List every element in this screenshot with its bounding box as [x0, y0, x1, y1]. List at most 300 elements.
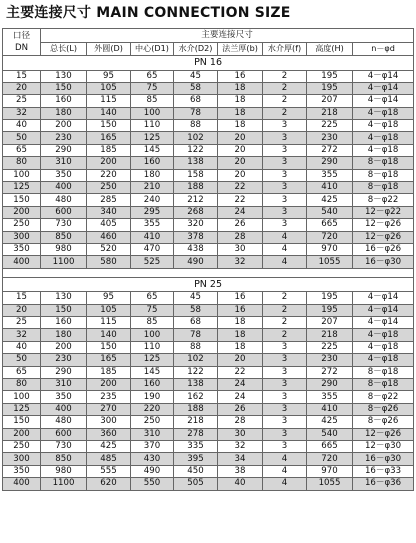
- value-cell: 160: [131, 157, 174, 169]
- value-cell: 225: [307, 341, 353, 353]
- value-cell: 1100: [41, 478, 87, 490]
- value-cell: 1055: [307, 478, 353, 490]
- value-cell: 20: [218, 157, 263, 169]
- value-cell: 4－φ14: [353, 292, 414, 304]
- table-row: [3, 341, 414, 353]
- dn-cell: 150: [3, 194, 41, 206]
- dn-cell: 80: [3, 157, 41, 169]
- value-cell: 520: [87, 243, 131, 255]
- value-cell: 110: [131, 120, 174, 132]
- value-cell: 16－φ33: [353, 465, 414, 477]
- table-row: [3, 304, 414, 316]
- value-cell: 24: [218, 206, 263, 218]
- value-cell: 980: [41, 465, 87, 477]
- value-cell: 340: [87, 206, 131, 218]
- value-cell: 350: [41, 391, 87, 403]
- value-cell: 3: [263, 144, 307, 156]
- value-cell: 1100: [41, 256, 87, 268]
- value-cell: 4－φ18: [353, 144, 414, 156]
- group-header: 主要连接尺寸: [41, 29, 414, 43]
- dn-cell: 125: [3, 403, 41, 415]
- value-cell: 130: [41, 292, 87, 304]
- value-cell: 12－φ26: [353, 231, 414, 243]
- dn-cell: 15: [3, 70, 41, 82]
- value-cell: 370: [131, 440, 174, 452]
- value-cell: 200: [41, 341, 87, 353]
- value-cell: 540: [307, 428, 353, 440]
- table-row: [3, 182, 414, 194]
- value-cell: 8－φ26: [353, 403, 414, 415]
- value-cell: 3: [263, 416, 307, 428]
- value-cell: 8－φ22: [353, 391, 414, 403]
- value-cell: 505: [174, 478, 218, 490]
- value-cell: 140: [87, 329, 131, 341]
- value-cell: 115: [87, 317, 131, 329]
- value-cell: 268: [174, 206, 218, 218]
- dn-cell: 300: [3, 231, 41, 243]
- value-cell: 165: [87, 132, 131, 144]
- value-cell: 720: [307, 231, 353, 243]
- dn-cell: 250: [3, 440, 41, 452]
- column-header: n－φd: [353, 42, 414, 56]
- value-cell: 410: [131, 231, 174, 243]
- value-cell: 105: [87, 82, 131, 94]
- column-header: 高度(H): [307, 42, 353, 56]
- dn-cell: 200: [3, 206, 41, 218]
- value-cell: 4: [263, 256, 307, 268]
- dn-cell: 50: [3, 354, 41, 366]
- value-cell: 970: [307, 243, 353, 255]
- value-cell: 4: [263, 453, 307, 465]
- dn-cell: 32: [3, 107, 41, 119]
- value-cell: 200: [41, 120, 87, 132]
- table-row: [3, 317, 414, 329]
- value-cell: 3: [263, 169, 307, 181]
- value-cell: 22: [218, 182, 263, 194]
- value-cell: 12－φ26: [353, 428, 414, 440]
- value-cell: 218: [307, 329, 353, 341]
- value-cell: 16: [218, 304, 263, 316]
- value-cell: 138: [174, 157, 218, 169]
- value-cell: 395: [174, 453, 218, 465]
- dn-header-cn: 口径: [12, 31, 31, 41]
- table-row: [3, 82, 414, 94]
- dn-cell: 400: [3, 478, 41, 490]
- value-cell: 218: [307, 107, 353, 119]
- value-cell: 470: [131, 243, 174, 255]
- section-spacer: [3, 268, 414, 277]
- table-row: [3, 169, 414, 181]
- value-cell: 665: [307, 219, 353, 231]
- value-cell: 8－φ18: [353, 366, 414, 378]
- dn-cell: 20: [3, 304, 41, 316]
- value-cell: 355: [307, 169, 353, 181]
- value-cell: 28: [218, 416, 263, 428]
- value-cell: 410: [307, 403, 353, 415]
- value-cell: 4－φ18: [353, 341, 414, 353]
- value-cell: 16: [218, 70, 263, 82]
- value-cell: 540: [307, 206, 353, 218]
- dn-cell: 80: [3, 378, 41, 390]
- table-row: [3, 120, 414, 132]
- dn-cell: 65: [3, 366, 41, 378]
- value-cell: 122: [174, 366, 218, 378]
- dn-cell: 350: [3, 243, 41, 255]
- pressure-section-header: PN 25: [3, 277, 414, 292]
- value-cell: 115: [87, 95, 131, 107]
- value-cell: 3: [263, 391, 307, 403]
- column-header: 水介厚(f): [263, 42, 307, 56]
- dn-cell: 40: [3, 341, 41, 353]
- dn-cell: 20: [3, 82, 41, 94]
- table-row: [3, 231, 414, 243]
- value-cell: 150: [87, 341, 131, 353]
- value-cell: 550: [131, 478, 174, 490]
- table-row: [3, 243, 414, 255]
- value-cell: 16－φ36: [353, 478, 414, 490]
- column-header: 法兰厚(b): [218, 42, 263, 56]
- value-cell: 30: [218, 243, 263, 255]
- dn-cell: 25: [3, 95, 41, 107]
- value-cell: 188: [174, 182, 218, 194]
- value-cell: 160: [41, 317, 87, 329]
- value-cell: 400: [41, 182, 87, 194]
- value-cell: 122: [174, 144, 218, 156]
- value-cell: 45: [174, 70, 218, 82]
- value-cell: 4－φ14: [353, 304, 414, 316]
- value-cell: 45: [174, 292, 218, 304]
- value-cell: 335: [174, 440, 218, 452]
- value-cell: 3: [263, 157, 307, 169]
- value-cell: 65: [131, 70, 174, 82]
- value-cell: 4－φ14: [353, 95, 414, 107]
- value-cell: 130: [41, 70, 87, 82]
- value-cell: 95: [87, 292, 131, 304]
- value-cell: 400: [41, 403, 87, 415]
- value-cell: 18: [218, 329, 263, 341]
- table-row: [3, 107, 414, 119]
- value-cell: 95: [87, 70, 131, 82]
- dn-cell: 25: [3, 317, 41, 329]
- value-cell: 295: [131, 206, 174, 218]
- dn-cell: 50: [3, 132, 41, 144]
- value-cell: 600: [41, 428, 87, 440]
- table-row: [3, 206, 414, 218]
- value-cell: 18: [218, 317, 263, 329]
- value-cell: 138: [174, 378, 218, 390]
- value-cell: 290: [41, 366, 87, 378]
- value-cell: 665: [307, 440, 353, 452]
- value-cell: 235: [87, 391, 131, 403]
- value-cell: 2: [263, 70, 307, 82]
- value-cell: 38: [218, 465, 263, 477]
- value-cell: 4－φ14: [353, 70, 414, 82]
- table-row: [3, 132, 414, 144]
- value-cell: 485: [87, 453, 131, 465]
- value-cell: 230: [41, 354, 87, 366]
- value-cell: 12－φ22: [353, 206, 414, 218]
- value-cell: 310: [41, 157, 87, 169]
- column-header: 外圆(D): [87, 42, 131, 56]
- dn-cell: 100: [3, 391, 41, 403]
- value-cell: 162: [174, 391, 218, 403]
- value-cell: 4－φ18: [353, 329, 414, 341]
- value-cell: 525: [131, 256, 174, 268]
- table-row: [3, 416, 414, 428]
- value-cell: 158: [174, 169, 218, 181]
- value-cell: 3: [263, 206, 307, 218]
- value-cell: 378: [174, 231, 218, 243]
- value-cell: 165: [87, 354, 131, 366]
- value-cell: 85: [131, 95, 174, 107]
- table-row: [3, 219, 414, 231]
- value-cell: 8－φ18: [353, 157, 414, 169]
- value-cell: 16－φ30: [353, 453, 414, 465]
- value-cell: 438: [174, 243, 218, 255]
- dn-cell: 400: [3, 256, 41, 268]
- value-cell: 405: [87, 219, 131, 231]
- value-cell: 85: [131, 317, 174, 329]
- value-cell: 207: [307, 317, 353, 329]
- dn-header-en: DN: [14, 43, 29, 53]
- value-cell: 320: [174, 219, 218, 231]
- value-cell: 180: [131, 169, 174, 181]
- value-cell: 32: [218, 256, 263, 268]
- table-row: [3, 292, 414, 304]
- value-cell: 350: [41, 169, 87, 181]
- value-cell: 490: [131, 465, 174, 477]
- value-cell: 2: [263, 292, 307, 304]
- value-cell: 290: [41, 144, 87, 156]
- value-cell: 105: [87, 304, 131, 316]
- value-cell: 78: [174, 107, 218, 119]
- value-cell: 278: [174, 428, 218, 440]
- value-cell: 3: [263, 378, 307, 390]
- value-cell: 8－φ18: [353, 169, 414, 181]
- pressure-section-header: PN 16: [3, 56, 414, 71]
- value-cell: 18: [218, 82, 263, 94]
- value-cell: 16－φ26: [353, 243, 414, 255]
- value-cell: 24: [218, 378, 263, 390]
- value-cell: 102: [174, 132, 218, 144]
- value-cell: 460: [87, 231, 131, 243]
- value-cell: 16－φ30: [353, 256, 414, 268]
- value-cell: 20: [218, 354, 263, 366]
- value-cell: 3: [263, 219, 307, 231]
- value-cell: 225: [307, 120, 353, 132]
- value-cell: 68: [174, 317, 218, 329]
- value-cell: 160: [131, 378, 174, 390]
- value-cell: 355: [131, 219, 174, 231]
- value-cell: 18: [218, 95, 263, 107]
- value-cell: 480: [41, 194, 87, 206]
- value-cell: 185: [87, 366, 131, 378]
- value-cell: 78: [174, 329, 218, 341]
- value-cell: 220: [131, 403, 174, 415]
- value-cell: 4: [263, 478, 307, 490]
- value-cell: 110: [131, 341, 174, 353]
- value-cell: 450: [174, 465, 218, 477]
- value-cell: 220: [87, 169, 131, 181]
- value-cell: 16: [218, 292, 263, 304]
- value-cell: 3: [263, 440, 307, 452]
- value-cell: 8－φ22: [353, 194, 414, 206]
- value-cell: 210: [131, 182, 174, 194]
- table-row: [3, 70, 414, 82]
- dn-cell: 150: [3, 416, 41, 428]
- value-cell: 980: [41, 243, 87, 255]
- value-cell: 3: [263, 341, 307, 353]
- value-cell: 150: [87, 120, 131, 132]
- dn-cell: 32: [3, 329, 41, 341]
- value-cell: 195: [307, 82, 353, 94]
- value-cell: 8－φ18: [353, 182, 414, 194]
- table-row: [3, 428, 414, 440]
- value-cell: 230: [307, 354, 353, 366]
- value-cell: 3: [263, 366, 307, 378]
- value-cell: 3: [263, 120, 307, 132]
- value-cell: 145: [131, 144, 174, 156]
- value-cell: 100: [131, 107, 174, 119]
- value-cell: 185: [87, 144, 131, 156]
- dn-cell: 15: [3, 292, 41, 304]
- value-cell: 88: [174, 120, 218, 132]
- connection-size-table: [2, 28, 414, 491]
- value-cell: 18: [218, 120, 263, 132]
- value-cell: 3: [263, 354, 307, 366]
- value-cell: 18: [218, 341, 263, 353]
- value-cell: 480: [41, 416, 87, 428]
- value-cell: 195: [307, 292, 353, 304]
- value-cell: 75: [131, 304, 174, 316]
- value-cell: 28: [218, 231, 263, 243]
- value-cell: 230: [41, 132, 87, 144]
- value-cell: 24: [218, 391, 263, 403]
- table-row: [3, 378, 414, 390]
- value-cell: 250: [87, 182, 131, 194]
- value-cell: 290: [307, 378, 353, 390]
- value-cell: 555: [87, 465, 131, 477]
- table-row: [3, 453, 414, 465]
- value-cell: 425: [307, 416, 353, 428]
- value-cell: 300: [87, 416, 131, 428]
- dn-cell: 65: [3, 144, 41, 156]
- dn-cell: 100: [3, 169, 41, 181]
- value-cell: 20: [218, 144, 263, 156]
- value-cell: 58: [174, 304, 218, 316]
- column-header: 水介(D2): [174, 42, 218, 56]
- value-cell: 88: [174, 341, 218, 353]
- value-cell: 272: [307, 144, 353, 156]
- value-cell: 190: [131, 391, 174, 403]
- value-cell: 490: [174, 256, 218, 268]
- value-cell: 970: [307, 465, 353, 477]
- table-row: [3, 144, 414, 156]
- value-cell: 212: [174, 194, 218, 206]
- value-cell: 310: [41, 378, 87, 390]
- column-header: 中心(D1): [131, 42, 174, 56]
- value-cell: 200: [87, 157, 131, 169]
- value-cell: 20: [218, 169, 263, 181]
- value-cell: 58: [174, 82, 218, 94]
- value-cell: 850: [41, 231, 87, 243]
- value-cell: 140: [87, 107, 131, 119]
- value-cell: 430: [131, 453, 174, 465]
- value-cell: 2: [263, 82, 307, 94]
- dn-cell: 125: [3, 182, 41, 194]
- table-row: [3, 440, 414, 452]
- value-cell: 40: [218, 478, 263, 490]
- value-cell: 30: [218, 428, 263, 440]
- value-cell: 240: [131, 194, 174, 206]
- dn-cell: 250: [3, 219, 41, 231]
- value-cell: 160: [41, 95, 87, 107]
- value-cell: 195: [307, 70, 353, 82]
- value-cell: 65: [131, 292, 174, 304]
- value-cell: 425: [307, 194, 353, 206]
- value-cell: 850: [41, 453, 87, 465]
- table-row: [3, 157, 414, 169]
- table-row: [3, 194, 414, 206]
- value-cell: 3: [263, 132, 307, 144]
- value-cell: 4－φ18: [353, 120, 414, 132]
- value-cell: 8－φ26: [353, 416, 414, 428]
- value-cell: 4－φ14: [353, 82, 414, 94]
- value-cell: 100: [131, 329, 174, 341]
- value-cell: 125: [131, 354, 174, 366]
- dn-header: [3, 29, 41, 56]
- value-cell: 2: [263, 317, 307, 329]
- value-cell: 18: [218, 107, 263, 119]
- value-cell: 730: [41, 219, 87, 231]
- value-cell: 425: [87, 440, 131, 452]
- value-cell: 310: [131, 428, 174, 440]
- value-cell: 1055: [307, 256, 353, 268]
- value-cell: 195: [307, 304, 353, 316]
- value-cell: 355: [307, 391, 353, 403]
- value-cell: 22: [218, 194, 263, 206]
- value-cell: 600: [41, 206, 87, 218]
- value-cell: 22: [218, 366, 263, 378]
- value-cell: 75: [131, 82, 174, 94]
- value-cell: 410: [307, 182, 353, 194]
- column-header: 总长(L): [41, 42, 87, 56]
- value-cell: 4: [263, 465, 307, 477]
- page-title: 主要连接尺寸 MAIN CONNECTION SIZE: [6, 5, 291, 21]
- value-cell: 290: [307, 157, 353, 169]
- value-cell: 3: [263, 403, 307, 415]
- value-cell: 3: [263, 428, 307, 440]
- value-cell: 720: [307, 453, 353, 465]
- value-cell: 4－φ18: [353, 354, 414, 366]
- table-row: [3, 366, 414, 378]
- table-row: [3, 478, 414, 490]
- value-cell: 34: [218, 453, 263, 465]
- value-cell: 4: [263, 243, 307, 255]
- value-cell: 272: [307, 366, 353, 378]
- table-row: [3, 403, 414, 415]
- value-cell: 2: [263, 329, 307, 341]
- value-cell: 250: [131, 416, 174, 428]
- value-cell: 3: [263, 182, 307, 194]
- table-row: [3, 95, 414, 107]
- value-cell: 3: [263, 194, 307, 206]
- table-row: [3, 465, 414, 477]
- dn-cell: 350: [3, 465, 41, 477]
- value-cell: 207: [307, 95, 353, 107]
- value-cell: 150: [41, 304, 87, 316]
- value-cell: 360: [87, 428, 131, 440]
